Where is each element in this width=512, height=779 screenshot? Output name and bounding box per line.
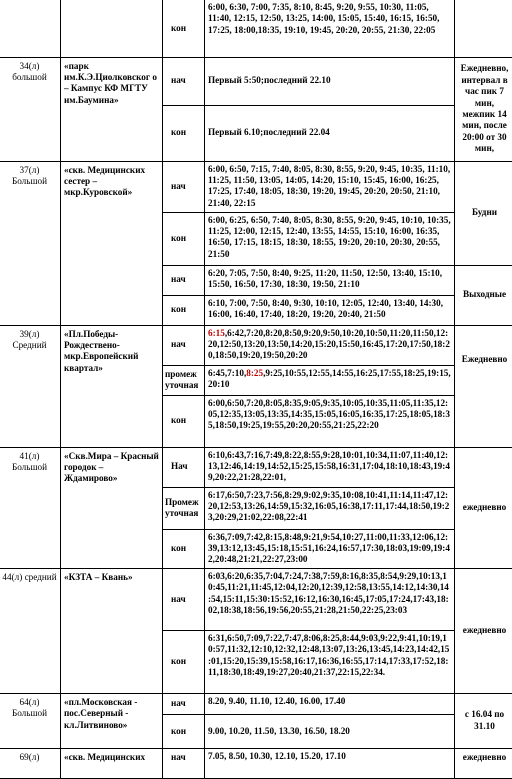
trip-times: 6:00, 6:30, 7:00, 7:35, 8:10, 8:45, 9:20, 9:55, 10:30, 11:05, 11:40, 12:15, 12:50, 13:25, 14:00, 15:05, 15:40, 16:15, 16:50, 17:25, 18:00,18:35, 19:10, 19:45, 20:20, 20:55, 21:30, 22:05 [205,0,455,57]
route-number: 69(л) [0,748,61,778]
schedule-mode: ежедневно [455,748,512,778]
schedule-mode: Ежедневно, интервал в час пик 7 мин, межпик 14 мин, после 20:00 от 30 мин, [455,57,512,161]
trip-type: нач [163,568,205,630]
schedule-mode: с 16.04 по 31.10 [455,693,512,748]
trip-times: 6:20, 7:05, 7:50, 8:40, 9:25, 11:20, 11:50, 12:50, 13:40, 15:10, 15:50, 16:50, 17:30, 18:30, 19:50, 21:10 [205,265,455,295]
trip-times: 6:36,7:09,7:42,8:15,8:48,9:21,9:54,10:27,11:00,11:33,12:06,12:39,13:12,13:45,15:18,15:51,16:24,16:57,17:30,18:03,19:09,19:42,20:48,21:21,22:27,23:00 [205,529,455,568]
route-name: «Пл.Победы-Рождествено-мкр.Европейский квартал» [61,325,163,447]
schedule-mode: Ежедневно [455,325,512,447]
trip-type: кон [163,714,205,748]
trip-times: 6:10, 7:00, 7:50, 8:40, 9:30, 10:10, 12:05, 12:40, 13:40, 14:30, 16:00, 16:40, 17:40, 18:20, 19:20, 20:40, 21:50 [205,295,455,325]
trip-times: 6:17,6:50,7:23,7:56,8:29,9:02,9:35,10:08,10:41,11:14,11:47,12:20,12:53,13:26,14:59,15:32,16:05,16:38,17:11,17:44,18:50,19:23,20:29,21:02,22:08,22:41 [205,487,455,529]
route-number: 37(л) Большой [0,161,61,325]
trip-times: 6:31,6:50,7:09,7:22,7:47,8:06,8:25,8:44,9:03,9:22,9:41,10:19,10:57,11:32,12:10,12:32,12:48,13:07,13:26,13:45,14:23,14:42,15:01,15:20,15:39,15:58,16:17,16:36,16:55,17:14,17:33,17:52,18:11,18:30,18:49,19:27,20:40,21:37,22:15,22:34. [205,630,455,693]
schedule-mode: Будни [455,161,512,265]
trip-type: кон [163,105,205,161]
trip-times: 6:00, 6:25, 6:50, 7:40, 8:05, 8:30, 8:55, 9:20, 9:45, 10:10, 10:35, 11:25, 12:00, 12:15, 12:40, 13:55, 14:55, 15:10, 16:00, 16:35, 16:50, 17:15, 18:15, 18:30, 18:55, 19:20, 20:10, 20:30, 20:55, 21:50 [205,212,455,265]
table-row [0,325,512,365]
trip-times: 6:03,6:20,6:35,7:04,7:24,7:38,7:59,8:16,8:35,8:54,9:29,10:13,10:45,11:21,11:45,12:04,12:20,12:39,12:58,13:55,14:12,14:30,14:54,15:11,15:30:15:52,16:12,16:30,16:45,17:05,17:24,17:43,18:02,18:38,18:56,19:56,20:55,21:28,21:50,22:25,23:03 [205,568,455,630]
trip-type: нач [163,265,205,295]
trip-type: кон [163,212,205,265]
route-name [61,0,163,57]
trip-times: 6:15,6:42,7:20,8:20,8:50,9:20,9:50,10:20,10:50,11:20,11:50,12:20,12:50,13:20,13:50,14:20,15:20,15:50,16:45,17:20,17:50,18:20,18:50,19:20,19:50,20:20 [205,325,455,365]
trip-type: нач [163,161,205,212]
trip-times: 7.05, 8.50, 10.30, 12.10, 15.20, 17.10 [205,748,455,778]
table-row [0,568,512,630]
trip-type: кон [163,295,205,325]
route-number: 39(л) Средний [0,325,61,447]
table-row [0,693,512,714]
route-number [0,0,61,57]
route-name: «КЗТА – Квань» [61,568,163,693]
trip-type: Промеж уточная [163,487,205,529]
highlighted-time: 8:25 [246,368,263,378]
trip-type: кон [163,529,205,568]
trip-times: 6:00, 6:50, 7:15, 7:40, 8:05, 8:30, 8:55, 9:20, 9:45, 10:35, 11:10, 11:25, 11:50, 13:05, 14:05, 14:20, 15:10, 15:45, 16:00, 16:25, 17:25, 17:40, 18:05, 18:30, 19:20, 19:45, 20:20, 20:50, 21:10, 21:40, 22:15 [205,161,455,212]
trip-type: кон [163,395,205,447]
trip-times: 9.00, 10.20, 11.50, 13.30, 16.50, 18.20 [205,714,455,748]
schedule-mode [455,0,512,57]
route-number: 41(л) Большой [0,447,61,568]
trip-times: 8.20, 9.40, 11.10, 12.40, 16.00, 17.40 [205,693,455,714]
trip-type: нач [163,748,205,778]
table-row [0,748,512,778]
trip-times: Первый 6.10;последний 22.04 [205,105,455,161]
trip-type: Нач [163,447,205,487]
route-name: «парк им.К.Э.Циолковског о – Кампус КФ МГТУ им.Баумина» [61,57,163,161]
route-number: 34(л) большой [0,57,61,161]
table-row [0,447,512,487]
route-name: «Скв.Мира – Красный городок – Ждамирово» [61,447,163,568]
trip-type: нач [163,325,205,365]
schedule-mode: ежедневно [455,447,512,568]
trip-times: 6:45,7:10,8:25,9:25,10:55,12:55,14:55,16:25,17:55,18:25,19:15,20:10 [205,365,455,395]
table-row [0,0,512,57]
route-name: «скв. Медицинских [61,748,163,778]
route-number: 44(л) средний [0,568,61,693]
trip-type: нач [163,57,205,105]
route-number: 64(л) Большой [0,693,61,748]
trip-times: Первый 5:50;последний 22.10 [205,57,455,105]
trip-type: кон [163,0,205,57]
schedule-mode: Выходные [455,265,512,325]
route-name: «пл.Московская - пос.Северный - кл.Литвиново» [61,693,163,748]
trip-type: промеж уточная [163,365,205,395]
route-name: «скв. Медицинских сестер – мкр.Куровской» [61,161,163,325]
table-row [0,57,512,105]
schedule-mode: ежедневно [455,568,512,693]
trip-type: нач [163,693,205,714]
trip-times: 6:10,6:43,7:16,7:49,8:22,8:55,9:28,10:01,10:34,11:07,11:40,12:13,12:46,14:19,14:52,15:25,15:58,16:31,17:04,18:10,18:43,19:49,20:22,21:28,22:01, [205,447,455,487]
trip-type: кон [163,630,205,693]
trip-times: 6:00,6:50,7:20,8:05,8:35,9:05,9:35,10:05,10:35,11:05,11:35,12:05,12:35,13:05,13:35,14:35,15:05,16:05,16:35,17:25,18:05,18:35,18:50,19:25,19:55,20:20,20:55,21:25,22:20 [205,395,455,447]
highlighted-time: 6:15 [208,328,225,338]
table-row [0,161,512,212]
